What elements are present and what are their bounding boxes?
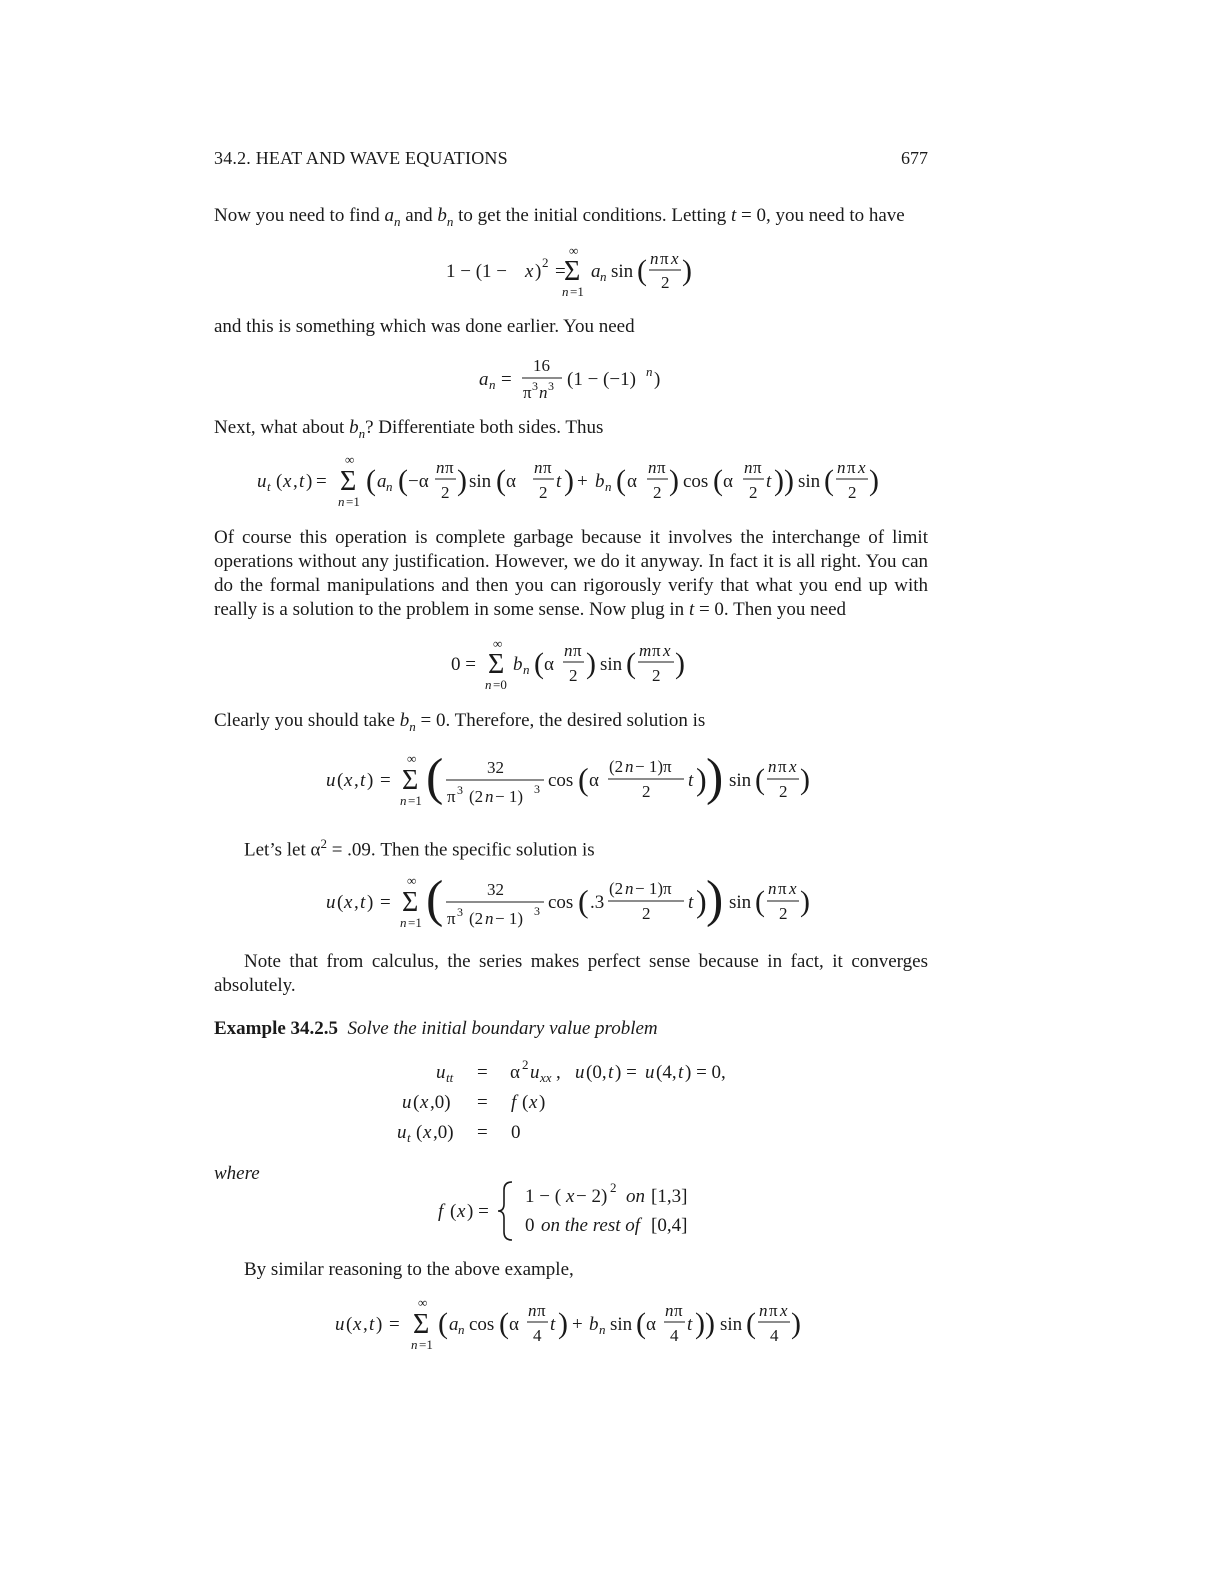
svg-text:π: π — [573, 641, 582, 660]
svg-text:t: t — [687, 1314, 693, 1335]
svg-text:x: x — [283, 471, 292, 492]
svg-text:4: 4 — [670, 1326, 679, 1345]
example-text: Solve the initial boundary value problem — [347, 1018, 658, 1039]
svg-text:a: a — [377, 471, 387, 492]
svg-text:): ) — [696, 883, 707, 919]
svg-text:cos: cos — [548, 770, 574, 791]
svg-text:α: α — [589, 770, 599, 791]
svg-text:π: π — [652, 641, 661, 660]
svg-text:− 2): − 2) — [576, 1186, 608, 1207]
svg-text:n: n — [646, 364, 653, 379]
svg-text:Σ: Σ — [488, 649, 505, 680]
svg-text:π: π — [537, 1301, 546, 1320]
page-number: 677 — [901, 148, 928, 168]
svg-text:4: 4 — [770, 1326, 779, 1345]
svg-text:− 1): − 1) — [495, 787, 523, 806]
svg-text:(4,: (4, — [656, 1062, 677, 1083]
svg-text:n: n — [600, 269, 607, 284]
svg-text:32: 32 — [487, 758, 504, 777]
svg-text:α: α — [723, 471, 733, 492]
svg-text:t: t — [608, 1062, 614, 1083]
equation-8-piecewise — [214, 1176, 928, 1246]
equation-9 — [214, 1294, 928, 1354]
svg-text:cos: cos — [683, 471, 709, 492]
svg-text:x: x — [457, 1201, 466, 1222]
svg-text:(: ( — [450, 1201, 457, 1222]
svg-text:n: n — [436, 458, 445, 477]
svg-text:u: u — [335, 1314, 345, 1335]
svg-text:n: n — [605, 479, 612, 494]
svg-text:x: x — [525, 261, 534, 282]
svg-text:sin: sin — [729, 892, 752, 913]
svg-text:): ) — [774, 464, 784, 497]
svg-text:u: u — [436, 1062, 446, 1083]
svg-text:f: f — [438, 1201, 444, 1222]
svg-text:t: t — [407, 1130, 411, 1145]
svg-text:16: 16 — [533, 356, 550, 375]
svg-text:b: b — [513, 654, 523, 675]
svg-text:(: ( — [499, 1307, 509, 1340]
svg-text:2: 2 — [542, 255, 549, 270]
svg-text:n: n — [534, 458, 543, 477]
svg-text:Σ: Σ — [402, 765, 419, 796]
svg-text:n: n — [599, 1322, 606, 1337]
svg-text:x: x — [566, 1186, 575, 1207]
svg-text:(: ( — [346, 1314, 353, 1335]
svg-text:=: = — [477, 1122, 488, 1143]
svg-text:∞: ∞ — [345, 452, 355, 467]
svg-text:): ) — [800, 885, 810, 918]
svg-text:sin: sin — [469, 471, 492, 492]
svg-text:x: x — [789, 879, 797, 898]
svg-text:0: 0 — [525, 1215, 535, 1236]
svg-text:(: ( — [824, 464, 834, 497]
svg-text:x: x — [420, 1092, 429, 1113]
svg-text:u: u — [645, 1062, 655, 1083]
svg-text:=0: =0 — [493, 677, 507, 692]
svg-text:): ) — [376, 1314, 383, 1335]
svg-text:n: n — [562, 284, 569, 299]
svg-text:x: x — [780, 1301, 788, 1320]
svg-text:t: t — [360, 770, 366, 791]
paragraph-3: Next, what about $b_n$? Differentiate both sides. Thus — [214, 417, 604, 441]
svg-text:): ) — [682, 254, 692, 287]
svg-text:=1: =1 — [570, 284, 584, 299]
svg-text:n: n — [625, 757, 634, 776]
svg-text:u: u — [326, 770, 336, 791]
svg-text:2: 2 — [652, 666, 661, 685]
svg-text:=: = — [389, 1314, 400, 1335]
svg-text:2: 2 — [441, 483, 450, 502]
svg-text:sin: sin — [610, 1314, 633, 1335]
svg-text:): ) — [800, 763, 810, 796]
svg-text:): ) — [306, 471, 313, 492]
svg-text:=1: =1 — [408, 793, 422, 808]
svg-text:n: n — [648, 458, 657, 477]
svg-text:,0): ,0) — [433, 1122, 454, 1143]
svg-text:∞: ∞ — [407, 751, 417, 766]
svg-text:n: n — [650, 249, 659, 268]
svg-text:3: 3 — [548, 379, 554, 393]
svg-text:): ) — [705, 1307, 715, 1340]
svg-text:t: t — [766, 471, 772, 492]
svg-text:=1: =1 — [346, 494, 360, 509]
svg-text:n: n — [759, 1301, 768, 1320]
equation-5 — [214, 748, 928, 814]
example-statement — [214, 1017, 928, 1041]
svg-text:α: α — [506, 471, 516, 492]
running-header — [214, 148, 928, 174]
svg-text:): ) — [706, 749, 724, 806]
svg-text:t: t — [678, 1062, 684, 1083]
svg-text:sin: sin — [729, 770, 752, 791]
svg-text:u: u — [397, 1122, 407, 1143]
svg-text:.3: .3 — [590, 892, 605, 913]
svg-text:2: 2 — [642, 904, 651, 923]
svg-text:Σ: Σ — [340, 466, 357, 497]
svg-text:on the rest of: on the rest of — [541, 1215, 641, 1236]
svg-text:) =: ) = — [467, 1201, 489, 1222]
svg-text:(: ( — [522, 1092, 529, 1113]
svg-text:π: π — [445, 458, 454, 477]
svg-text:n: n — [768, 879, 777, 898]
svg-text:xx: xx — [540, 1070, 552, 1085]
svg-text:(: ( — [534, 647, 544, 680]
svg-text:[0,4]: [0,4] — [651, 1215, 688, 1236]
svg-text:): ) — [564, 464, 574, 497]
svg-text:− 1): − 1) — [495, 909, 523, 928]
svg-text:): ) — [539, 1092, 546, 1113]
svg-text:π: π — [847, 458, 856, 477]
svg-text:): ) — [706, 871, 724, 928]
svg-text:t: t — [267, 479, 271, 494]
svg-text:(: ( — [276, 471, 283, 492]
svg-text:∞: ∞ — [569, 244, 579, 258]
svg-text:a: a — [449, 1314, 459, 1335]
svg-text:): ) — [367, 892, 374, 913]
svg-text:,: , — [293, 471, 298, 492]
equation-2 — [214, 352, 928, 406]
svg-text:) = 0,: ) = 0, — [685, 1062, 726, 1083]
svg-text:n: n — [400, 793, 407, 808]
svg-text:u: u — [326, 892, 336, 913]
svg-text:): ) — [457, 464, 467, 497]
svg-text:=: = — [316, 471, 327, 492]
svg-text:sin: sin — [720, 1314, 743, 1335]
svg-text:α: α — [544, 654, 554, 675]
svg-text:): ) — [586, 647, 596, 680]
paragraph-7: Note that from calculus, the series makes perfect sense because in fact, it converges absolutely. — [214, 951, 928, 996]
svg-text:32: 32 — [487, 880, 504, 899]
svg-text:=1: =1 — [419, 1337, 433, 1352]
svg-text:α: α — [509, 1314, 519, 1335]
svg-text:on: on — [626, 1186, 645, 1207]
svg-text:π: π — [753, 458, 762, 477]
svg-text:2: 2 — [653, 483, 662, 502]
svg-text:α: α — [646, 1314, 656, 1335]
svg-text:=1: =1 — [408, 915, 422, 930]
svg-text:n: n — [837, 458, 846, 477]
svg-text:2: 2 — [522, 1057, 529, 1072]
svg-text:(: ( — [636, 1307, 646, 1340]
svg-text:t: t — [360, 892, 366, 913]
svg-text:(: ( — [746, 1307, 756, 1340]
svg-text:=: = — [477, 1062, 488, 1083]
svg-text:α: α — [627, 471, 637, 492]
svg-text:): ) — [675, 647, 685, 680]
svg-text:2: 2 — [661, 273, 670, 292]
svg-text:): ) — [367, 770, 374, 791]
svg-text:n: n — [744, 458, 753, 477]
svg-text:x: x — [663, 641, 671, 660]
svg-text:a: a — [479, 369, 489, 390]
svg-text:2: 2 — [610, 1180, 617, 1195]
svg-text:(: ( — [398, 464, 408, 497]
svg-text:(: ( — [426, 871, 444, 928]
svg-text:π: π — [769, 1301, 778, 1320]
svg-text:2: 2 — [539, 483, 548, 502]
svg-text:(1 − (−1): (1 − (−1) — [567, 369, 636, 390]
svg-text:2: 2 — [848, 483, 857, 502]
paragraph-4: Of course this operation is complete garbage because it involves the interchange of limit operations without any justification. However, we do it anyway. In fact it is all right. You can do the formal manipulations and then you can rigorously verify that what you end up with really is a solution to the problem in some sense. Now plug in t = 0. Then you need — [214, 527, 929, 620]
svg-text:∞: ∞ — [407, 873, 417, 888]
svg-text:(: ( — [616, 464, 626, 497]
equation-7-system — [214, 1056, 928, 1152]
svg-text:b: b — [589, 1314, 599, 1335]
svg-text:=: = — [380, 892, 391, 913]
svg-text:(: ( — [755, 763, 765, 796]
svg-text:,0): ,0) — [430, 1092, 451, 1113]
svg-text:α: α — [510, 1062, 520, 1083]
svg-text:3: 3 — [532, 379, 538, 393]
svg-text:sin: sin — [611, 261, 634, 282]
paragraph-8: By similar reasoning to the above example, — [244, 1259, 574, 1280]
svg-text:(2: (2 — [469, 787, 484, 806]
svg-text:[1,3]: [1,3] — [651, 1186, 688, 1207]
svg-text:a: a — [591, 261, 601, 282]
svg-text:n: n — [523, 662, 530, 677]
svg-text:n: n — [485, 787, 494, 806]
svg-text:(: ( — [337, 892, 344, 913]
svg-text:(: ( — [578, 883, 589, 919]
svg-text:2: 2 — [569, 666, 578, 685]
equation-1 — [214, 244, 928, 300]
svg-text:(: ( — [637, 254, 647, 287]
svg-text:m: m — [639, 641, 652, 660]
svg-text:,: , — [354, 892, 359, 913]
svg-text:n: n — [386, 479, 393, 494]
svg-text:x: x — [529, 1092, 538, 1113]
svg-text:(: ( — [496, 464, 506, 497]
svg-text:(: ( — [416, 1122, 423, 1143]
svg-text:n: n — [485, 677, 492, 692]
example-label: Example 34.2.5 — [214, 1018, 339, 1039]
svg-text:π: π — [778, 879, 787, 898]
svg-text:t: t — [369, 1314, 375, 1335]
svg-text:(: ( — [578, 761, 589, 797]
svg-text:tt: tt — [446, 1070, 454, 1085]
svg-text:cos: cos — [548, 892, 574, 913]
svg-text:(: ( — [713, 464, 723, 497]
svg-text:− 1)π: − 1)π — [635, 757, 672, 776]
svg-text:3: 3 — [457, 905, 463, 919]
svg-text:,: , — [556, 1062, 561, 1083]
svg-text:+: + — [577, 471, 588, 492]
svg-text:u: u — [257, 471, 267, 492]
svg-text:sin: sin — [600, 654, 623, 675]
svg-text:t: t — [688, 892, 694, 913]
svg-text:): ) — [669, 464, 679, 497]
equation-4 — [214, 636, 928, 696]
svg-text:u: u — [530, 1062, 540, 1083]
svg-text:π: π — [660, 249, 669, 268]
svg-text:(: ( — [337, 770, 344, 791]
svg-text:t: t — [299, 471, 305, 492]
svg-text:n: n — [625, 879, 634, 898]
svg-text:Σ: Σ — [402, 887, 419, 918]
svg-text:x: x — [671, 249, 679, 268]
svg-text:n: n — [539, 383, 548, 402]
svg-text:(: ( — [426, 749, 444, 806]
svg-text:): ) — [869, 464, 879, 497]
svg-text:=: = — [501, 369, 512, 390]
svg-text:2: 2 — [779, 782, 788, 801]
svg-text:): ) — [696, 761, 707, 797]
svg-text:x: x — [344, 892, 353, 913]
svg-text:): ) — [654, 369, 661, 390]
svg-text:π: π — [447, 787, 456, 806]
svg-text:n: n — [400, 915, 407, 930]
svg-text:n: n — [665, 1301, 674, 1320]
svg-text:Σ: Σ — [564, 256, 581, 287]
svg-text:=: = — [477, 1092, 488, 1113]
svg-text:cos: cos — [469, 1314, 495, 1335]
svg-text:(2: (2 — [609, 879, 624, 898]
svg-text:−α: −α — [408, 471, 429, 492]
svg-text:2: 2 — [779, 904, 788, 923]
paragraph-5: Clearly you should take $b_n = 0$. Therefore, the desired solution is — [214, 710, 706, 734]
svg-text:n: n — [411, 1337, 418, 1352]
section-title: 34.2. HEAT AND WAVE EQUATIONS — [214, 148, 508, 168]
svg-text:∞: ∞ — [418, 1295, 428, 1310]
svg-text:): ) — [558, 1307, 568, 1340]
svg-text:,: , — [354, 770, 359, 791]
svg-text:(: ( — [755, 885, 765, 918]
svg-text:(2: (2 — [609, 757, 624, 776]
svg-text:(0,: (0, — [586, 1062, 607, 1083]
paragraph-1: Now you need to find $a_n$ and $b_n$ to get the initial conditions. Letting t = 0, you need to have — [214, 205, 905, 229]
svg-text:n: n — [489, 377, 496, 392]
equation-3 — [214, 452, 928, 512]
svg-text:n: n — [564, 641, 573, 660]
svg-text:(2: (2 — [469, 909, 484, 928]
svg-text:x: x — [789, 757, 797, 776]
svg-text:3: 3 — [534, 782, 540, 796]
svg-text:(: ( — [366, 464, 376, 497]
paragraph-2: and this is something which was done earlier. You need — [214, 316, 635, 337]
svg-text:): ) — [784, 464, 794, 497]
svg-text:): ) — [535, 261, 542, 282]
svg-text:x: x — [344, 770, 353, 791]
svg-text:π: π — [543, 458, 552, 477]
svg-text:x: x — [423, 1122, 432, 1143]
svg-text:t: t — [556, 471, 562, 492]
svg-text:sin: sin — [798, 471, 821, 492]
svg-text:1 − (1 −: 1 − (1 − — [446, 261, 508, 282]
paragraph-6: Let’s let $\alpha^2 = .09$. Then the specific solution is — [244, 836, 595, 861]
svg-text:− 1)π: − 1)π — [635, 879, 672, 898]
svg-text:(: ( — [413, 1092, 420, 1113]
svg-text:x: x — [353, 1314, 362, 1335]
svg-text:): ) — [791, 1307, 801, 1340]
svg-text:4: 4 — [533, 1326, 542, 1345]
svg-text:n: n — [338, 494, 345, 509]
svg-text:π: π — [674, 1301, 683, 1320]
svg-text:(: ( — [626, 647, 636, 680]
svg-text:u: u — [402, 1092, 412, 1113]
svg-text:=: = — [380, 770, 391, 791]
svg-text:1 − (: 1 − ( — [525, 1186, 562, 1207]
svg-text:(: ( — [438, 1307, 448, 1340]
svg-text:2: 2 — [749, 483, 758, 502]
svg-text:x: x — [858, 458, 866, 477]
svg-text:,: , — [363, 1314, 368, 1335]
svg-text:n: n — [485, 909, 494, 928]
svg-text:b: b — [595, 471, 605, 492]
svg-text:∞: ∞ — [493, 636, 503, 651]
svg-text:3: 3 — [534, 904, 540, 918]
svg-text:t: t — [550, 1314, 556, 1335]
svg-text:u: u — [575, 1062, 585, 1083]
svg-text:Σ: Σ — [413, 1309, 430, 1340]
svg-text:n: n — [458, 1322, 465, 1337]
svg-text:+: + — [572, 1314, 583, 1335]
svg-text:t: t — [688, 770, 694, 791]
svg-text:2: 2 — [642, 782, 651, 801]
svg-text:π: π — [447, 909, 456, 928]
svg-text:): ) — [695, 1307, 705, 1340]
svg-text:0: 0 — [511, 1122, 521, 1143]
svg-text:n: n — [768, 757, 777, 776]
svg-text:n: n — [528, 1301, 537, 1320]
svg-text:π: π — [523, 383, 532, 402]
svg-text:π: π — [657, 458, 666, 477]
svg-text:3: 3 — [457, 783, 463, 797]
equation-6 — [214, 870, 928, 936]
svg-text:f: f — [511, 1092, 517, 1113]
svg-text:π: π — [778, 757, 787, 776]
svg-text:) =: ) = — [615, 1062, 637, 1083]
svg-text:=: = — [555, 261, 566, 282]
where-label: where — [214, 1163, 260, 1184]
svg-text:0 =: 0 = — [451, 654, 476, 675]
